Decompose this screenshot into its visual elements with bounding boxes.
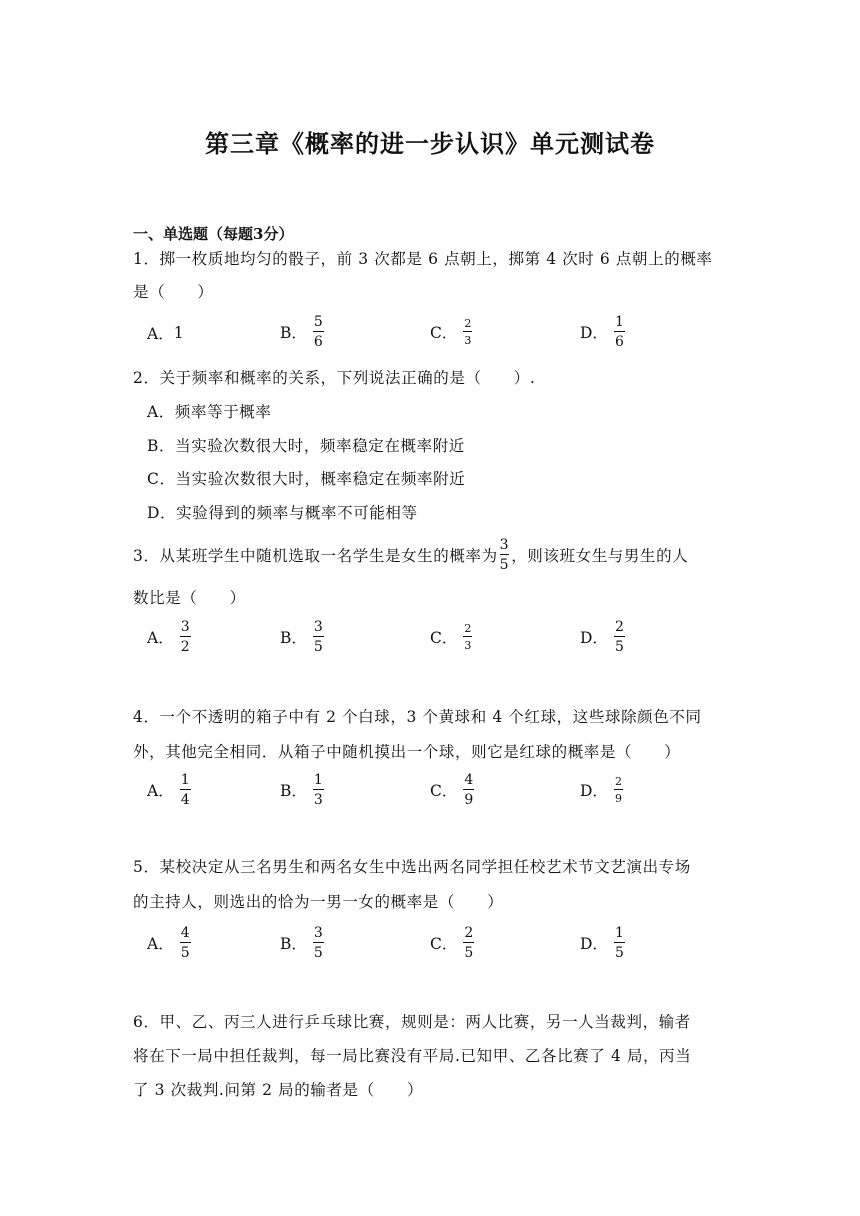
numerator: 3 [180, 619, 190, 635]
numerator: 2 [464, 925, 474, 941]
q3-option-b [280, 620, 324, 654]
q5-option-b [280, 926, 324, 960]
numerator: 1 [614, 925, 624, 941]
option-label: A． [147, 935, 174, 953]
q4-line1: 4．一个不透明的箱子中有 2 个白球，3 个黄球和 4 个红球，这些球除颜色不同 [133, 708, 702, 726]
q1-line1: 1．掷一枚质地均匀的骰子，前 3 次都是 6 点朝上，掷第 4 次时 6 点朝上的概率 [133, 250, 713, 268]
q2-option-b: B．当实验次数很大时，频率稳定在概率附近 [147, 437, 465, 455]
denominator: 5 [313, 639, 323, 655]
numerator: 2 [614, 775, 622, 788]
q5-line2: 的主持人，则选出的恰为一男一女的概率是（ ） [133, 893, 504, 911]
option-label: B． [280, 324, 307, 342]
q5-option-a [147, 926, 191, 960]
denominator: 9 [614, 792, 622, 805]
q4-option-c [430, 773, 474, 807]
denominator: 3 [313, 792, 323, 808]
numerator: 2 [464, 622, 472, 635]
option-label: D． [580, 629, 608, 647]
denominator: 5 [499, 557, 510, 573]
denominator: 2 [180, 639, 190, 655]
q5-option-c [430, 926, 474, 960]
q1-option-a [147, 322, 184, 344]
denominator: 4 [180, 792, 190, 808]
q1-line2: 是（ ） [133, 283, 214, 301]
q3-line1-post: ，则该班女生与男生的人 [511, 547, 689, 565]
denominator: 3 [464, 639, 472, 652]
option-label: D． [580, 935, 608, 953]
denominator: 9 [464, 792, 474, 808]
q6-line3: 了 3 次裁判.问第 2 局的输者是（ ） [133, 1081, 424, 1099]
numerator: 2 [614, 619, 624, 635]
numerator: 3 [499, 537, 510, 553]
option-label: C． [430, 782, 458, 800]
numerator: 1 [313, 772, 323, 788]
option-label: C． [430, 324, 458, 342]
q2-option-a: A．频率等于概率 [147, 403, 272, 421]
denominator: 3 [464, 334, 472, 347]
option-label: B． [280, 935, 307, 953]
option-label: A． [147, 325, 174, 343]
q2-option-c: C．当实验次数很大时，概率稳定在频率附近 [147, 470, 466, 488]
q3-option-a [147, 620, 191, 654]
q1-option-c [430, 318, 472, 346]
numerator: 1 [180, 772, 190, 788]
q4-line2: 外，其他完全相同．从箱子中随机摸出一个球，则它是红球的概率是（ ） [133, 743, 681, 761]
numerator: 5 [313, 314, 323, 330]
option-label: A． [147, 629, 174, 647]
option-label: B． [280, 629, 307, 647]
q1-option-b [280, 315, 324, 349]
denominator: 6 [313, 334, 323, 350]
numerator: 4 [180, 925, 190, 941]
numerator: 4 [464, 772, 474, 788]
q4-option-d [580, 776, 623, 804]
denominator: 5 [614, 945, 624, 961]
denominator: 5 [614, 639, 624, 655]
denominator: 5 [180, 945, 190, 961]
numerator: 1 [614, 314, 624, 330]
q3-option-d [580, 620, 625, 654]
q3-line1 [133, 538, 688, 572]
q6-line1: 6．甲、乙、丙三人进行乒乓球比赛，规则是：两人比赛，另一人当裁判，输者 [133, 1013, 691, 1031]
denominator: 5 [313, 945, 323, 961]
option-label: C． [430, 629, 458, 647]
q5-line1: 5．某校决定从三名男生和两名女生中选出两名同学担任校艺术节文艺演出专场 [133, 858, 691, 876]
option-label: A． [147, 782, 174, 800]
numerator: 3 [313, 619, 323, 635]
q2-option-d: D．实验得到的频率与概率不可能相等 [147, 504, 418, 522]
option-value: 1 [173, 324, 184, 342]
denominator: 5 [464, 945, 474, 961]
q2-line1: 2．关于频率和概率的关系，下列说法正确的是（ ）. [133, 369, 536, 387]
q6-line2: 将在下一局中担任裁判，每一局比赛没有平局.已知甲、乙各比赛了 4 局，丙当 [133, 1047, 692, 1065]
denominator: 6 [614, 334, 624, 350]
q1-option-d [580, 315, 625, 349]
q3-line1-pre: 3．从某班学生中随机选取一名学生是女生的概率为 [133, 547, 498, 565]
option-label: D． [580, 324, 608, 342]
option-label: D． [580, 782, 608, 800]
numerator: 2 [464, 317, 472, 330]
option-label: C． [430, 935, 458, 953]
numerator: 3 [313, 925, 323, 941]
q4-option-b [280, 773, 324, 807]
q3-option-c [430, 623, 472, 651]
page-title: 第三章《概率的进一步认识》单元测试卷 [205, 129, 655, 158]
q4-option-a [147, 773, 191, 807]
option-label: B． [280, 782, 307, 800]
section-heading: 一、单选题（每题3分） [133, 225, 294, 243]
q3-line2: 数比是（ ） [133, 589, 246, 607]
q5-option-d [580, 926, 625, 960]
